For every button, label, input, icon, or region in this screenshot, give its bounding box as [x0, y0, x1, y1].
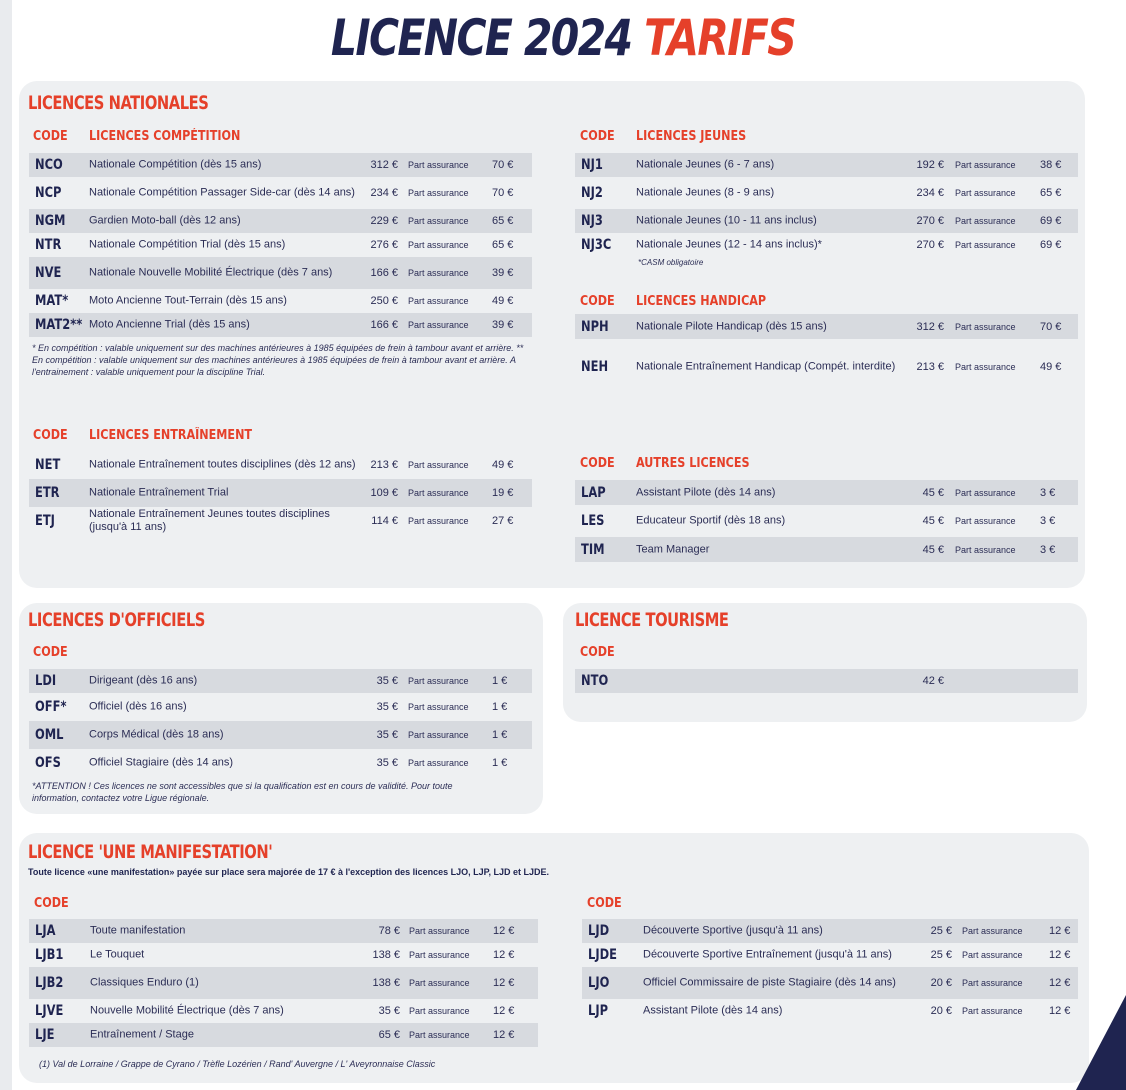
row-assurance-label: Part assurance	[408, 160, 469, 170]
row-assurance-value: 12 €	[1049, 949, 1071, 961]
table-row	[582, 943, 1078, 967]
row-price: 35 €	[376, 757, 398, 769]
table-row	[29, 1023, 538, 1047]
col-head-code: CODE	[33, 428, 68, 443]
row-price: 166 €	[370, 319, 398, 331]
row-assurance-value: 12 €	[493, 977, 515, 989]
row-code: OFS	[35, 755, 61, 771]
row-code: NTO	[581, 673, 609, 689]
table-row	[29, 479, 532, 507]
section-title-officiels: LICENCES D'OFFICIELS	[28, 609, 205, 631]
table-row	[29, 289, 532, 313]
row-label: Moto Ancienne Trial (dès 15 ans)	[89, 318, 250, 331]
row-assurance-label: Part assurance	[955, 516, 1016, 526]
row-assurance-value: 1 €	[492, 757, 508, 769]
row-price: 35 €	[376, 675, 398, 687]
row-price: 138 €	[372, 949, 400, 961]
row-label: Classiques Enduro (1)	[90, 976, 199, 989]
row-code: ETJ	[35, 513, 55, 529]
row-label: Moto Ancienne Tout-Terrain (dès 15 ans)	[89, 294, 287, 307]
table-competition	[29, 153, 532, 337]
row-label: Le Touquet	[90, 948, 145, 961]
row-assurance-label: Part assurance	[408, 730, 469, 740]
table-row	[575, 537, 1078, 562]
row-price: 114 €	[371, 515, 398, 527]
table-row	[29, 153, 532, 177]
col-head-code: CODE	[587, 896, 622, 911]
row-assurance-label: Part assurance	[408, 702, 469, 712]
row-assurance-label: Part assurance	[409, 978, 470, 988]
row-price: 312 €	[916, 320, 944, 333]
row-assurance-label: Part assurance	[408, 676, 469, 686]
col-head-code: CODE	[33, 129, 68, 144]
row-label: Nationale Jeunes (12 - 14 ans inclus)*	[636, 238, 822, 251]
row-label: Assistant Pilote (dès 14 ans)	[636, 486, 776, 498]
left-margin-strip	[0, 0, 12, 1090]
row-assurance-value: 69 €	[1040, 239, 1062, 251]
note-officiels: *ATTENTION ! Ces licences ne sont accessibles que si la qualification est en cours de validité. Pour toute information, contactez votre Ligue régionale.	[32, 781, 453, 803]
row-label: Entraînement / Stage	[90, 1028, 194, 1041]
row-label: Découverte Sportive (jusqu'à 11 ans)	[643, 924, 823, 937]
table-row	[29, 451, 532, 479]
section-title-nationales: LICENCES NATIONALES	[28, 92, 209, 114]
title-part-2: TARIFS	[644, 9, 796, 67]
col-head-jeunes: LICENCES JEUNES	[636, 129, 747, 144]
row-assurance-label: Part assurance	[408, 240, 469, 250]
row-assurance-label: Part assurance	[962, 1006, 1023, 1016]
row-label: Gardien Moto-ball (dès 12 ans)	[89, 214, 241, 227]
row-label: Nationale Entraînement Jeunes toutes disciplines (jusqu'à 11 ans)	[89, 508, 330, 533]
row-assurance-value: 12 €	[493, 1005, 515, 1017]
table-row	[29, 257, 532, 289]
row-label: Nationale Compétition Trial (dès 15 ans)	[89, 238, 286, 251]
row-code: LES	[581, 513, 605, 529]
row-price: 35 €	[378, 1005, 400, 1017]
row-price: 312 €	[370, 159, 398, 171]
row-assurance-label: Part assurance	[955, 544, 1016, 555]
table-row	[582, 919, 1078, 943]
row-assurance-value: 65 €	[1040, 187, 1062, 199]
table-row	[29, 177, 532, 209]
col-head-entrainement: LICENCES ENTRAÎNEMENT	[89, 428, 253, 443]
table-row	[582, 967, 1078, 999]
table-handicap	[575, 314, 1078, 394]
row-label: Nationale Entraînement toutes disciplines (dès 12 ans)	[89, 458, 356, 471]
row-price: 276 €	[370, 239, 398, 251]
row-assurance-label: Part assurance	[409, 1006, 470, 1016]
row-price: 234 €	[916, 187, 944, 199]
row-assurance-value: 69 €	[1040, 215, 1062, 227]
table-officiels	[29, 669, 532, 777]
table-jeunes	[575, 153, 1078, 267]
row-price: 20 €	[930, 1005, 952, 1017]
row-label: Nationale Entraînement Handicap (Compét. interdite)	[636, 360, 896, 372]
row-code: LJP	[588, 1003, 609, 1019]
row-code: NTR	[35, 237, 62, 253]
row-assurance-label: Part assurance	[408, 268, 469, 278]
row-label: Nationale Compétition Passager Side-car (dès 14 ans)	[89, 186, 355, 199]
row-code: LDI	[35, 673, 57, 689]
col-head-code: CODE	[34, 896, 69, 911]
table-row	[29, 233, 532, 257]
row-assurance-label: Part assurance	[955, 188, 1016, 198]
note-manifestation: (1) Val de Lorraine / Grappe de Cyrano / Trèfle Lozérien / Rand' Auvergne / L' Aveyronnaise Classic	[39, 1059, 436, 1069]
corner-decoration	[1076, 995, 1126, 1090]
row-assurance-value: 65 €	[492, 239, 514, 251]
row-assurance-label: Part assurance	[409, 926, 470, 936]
row-code: NET	[35, 457, 61, 473]
table-row	[575, 669, 1078, 693]
row-assurance-value: 49 €	[492, 459, 514, 471]
row-assurance-label: Part assurance	[955, 361, 1016, 372]
row-price: 35 €	[376, 701, 398, 713]
row-label: Nationale Compétition (dès 15 ans)	[89, 158, 262, 171]
row-label: Team Manager	[636, 543, 710, 555]
row-price: 20 €	[930, 977, 952, 989]
row-code: OML	[35, 727, 64, 743]
row-assurance-label: Part assurance	[408, 188, 469, 198]
row-price: 138 €	[372, 977, 400, 989]
table-row	[575, 233, 1078, 267]
table-row	[575, 480, 1078, 505]
row-assurance-label: Part assurance	[962, 950, 1023, 960]
table-row	[575, 505, 1078, 537]
row-code: NEH	[581, 358, 609, 375]
row-assurance-value: 12 €	[1049, 1005, 1071, 1017]
row-code: NPH	[581, 318, 609, 335]
row-note: *CASM obligatoire	[638, 258, 704, 267]
row-price: 78 €	[378, 925, 400, 937]
table-row	[575, 209, 1078, 233]
row-price: 166 €	[370, 267, 398, 279]
row-assurance-label: Part assurance	[408, 758, 469, 768]
section-title-manifestation: LICENCE 'UNE MANIFESTATION'	[28, 841, 273, 863]
col-head-code: CODE	[580, 456, 615, 471]
row-code: OFF*	[35, 699, 67, 715]
row-label: Nationale Pilote Handicap (dès 15 ans)	[636, 320, 827, 332]
row-label: Nouvelle Mobilité Électrique (dès 7 ans)	[90, 1004, 284, 1017]
page-title	[101, 6, 1024, 70]
row-assurance-value: 12 €	[1049, 977, 1071, 989]
row-label: Nationale Entraînement Trial	[89, 486, 229, 499]
row-code: LJE	[35, 1027, 55, 1043]
col-head-code: CODE	[33, 645, 68, 660]
row-label: Assistant Pilote (dès 14 ans)	[643, 1004, 783, 1017]
row-code: NJ3C	[581, 237, 612, 253]
row-code: ETR	[35, 485, 60, 501]
row-assurance-label: Part assurance	[955, 487, 1016, 498]
row-code: TIM	[581, 541, 605, 558]
table-row	[29, 507, 532, 535]
row-assurance-value: 3 €	[1040, 486, 1056, 499]
row-assurance-label: Part assurance	[955, 160, 1016, 170]
table-row	[29, 943, 538, 967]
table-row	[29, 209, 532, 233]
row-assurance-value: 39 €	[492, 319, 514, 331]
col-head-handicap: LICENCES HANDICAP	[636, 294, 767, 309]
row-assurance-value: 12 €	[493, 925, 515, 937]
row-price: 42 €	[922, 675, 944, 687]
row-code: NJ3	[581, 213, 603, 229]
row-code: LJDE	[588, 947, 617, 963]
row-price: 229 €	[370, 215, 398, 227]
section-title-tourisme: LICENCE TOURISME	[575, 609, 729, 631]
row-price: 25 €	[930, 949, 952, 961]
row-price: 109 €	[370, 487, 398, 499]
row-code: NCO	[35, 157, 63, 173]
row-assurance-value: 19 €	[492, 487, 514, 499]
row-assurance-value: 39 €	[492, 267, 514, 279]
row-label: Nationale Jeunes (8 - 9 ans)	[636, 186, 775, 199]
table-row	[575, 177, 1078, 209]
row-label: Découverte Sportive Entraînement (jusqu'à 11 ans)	[643, 948, 892, 961]
row-price: 192 €	[916, 159, 944, 171]
col-head-autres: AUTRES LICENCES	[636, 456, 750, 471]
row-assurance-value: 12 €	[493, 1029, 515, 1041]
table-manifestation-right	[582, 919, 1078, 1023]
table-autres	[575, 480, 1078, 562]
row-code: NCP	[35, 185, 62, 201]
row-assurance-value: 3 €	[1040, 543, 1056, 556]
table-row	[575, 153, 1078, 177]
col-head-competition: LICENCES COMPÉTITION	[89, 129, 241, 144]
row-code: LJB1	[35, 947, 64, 963]
row-code: LJB2	[35, 975, 64, 991]
row-label: Officiel Commissaire de piste Stagiaire (dès 14 ans)	[643, 976, 896, 989]
table-manifestation-left	[29, 919, 538, 1047]
table-row	[29, 669, 532, 693]
row-label: Nationale Jeunes (10 - 11 ans inclus)	[636, 214, 817, 227]
row-price: 234 €	[370, 187, 398, 199]
row-assurance-label: Part assurance	[408, 296, 469, 306]
row-price: 250 €	[370, 295, 398, 307]
row-assurance-value: 12 €	[493, 949, 515, 961]
row-label: Toute manifestation	[90, 924, 186, 937]
row-code: LJO	[588, 975, 610, 991]
row-price: 213 €	[370, 459, 398, 471]
table-row	[29, 313, 532, 337]
title-part-1: LICENCE 2024	[330, 9, 632, 67]
row-code: LJA	[35, 923, 56, 939]
row-code: MAT2**	[35, 317, 83, 333]
row-price: 65 €	[378, 1029, 400, 1041]
row-assurance-label: Part assurance	[409, 1030, 470, 1040]
table-tourisme	[575, 669, 1078, 693]
table-row	[575, 314, 1078, 339]
row-assurance-value: 3 €	[1040, 515, 1056, 527]
row-price: 213 €	[916, 360, 944, 373]
row-price: 270 €	[916, 215, 944, 227]
table-row	[29, 721, 532, 749]
row-code: NJ1	[581, 157, 603, 173]
table-row	[29, 967, 538, 999]
row-label: Corps Médical (dès 18 ans)	[89, 728, 224, 741]
col-head-code: CODE	[580, 294, 615, 309]
row-assurance-value: 27 €	[492, 515, 514, 527]
row-assurance-value: 65 €	[492, 215, 514, 227]
table-row	[582, 999, 1078, 1023]
row-assurance-label: Part assurance	[955, 240, 1016, 250]
row-price: 45 €	[922, 543, 944, 556]
row-label: Educateur Sportif (dès 18 ans)	[636, 514, 786, 527]
row-code: LJVE	[35, 1003, 64, 1019]
row-code: NVE	[35, 265, 62, 281]
row-assurance-value: 12 €	[1049, 925, 1071, 937]
row-label: Dirigeant (dès 16 ans)	[89, 674, 198, 687]
row-label: Officiel (dès 16 ans)	[89, 700, 187, 713]
row-assurance-label: Part assurance	[408, 488, 469, 498]
table-row	[29, 919, 538, 943]
table-row	[575, 339, 1078, 394]
row-code: LAP	[581, 484, 606, 501]
row-assurance-label: Part assurance	[408, 516, 469, 526]
row-price: 35 €	[376, 729, 398, 741]
row-code: MAT*	[35, 293, 69, 309]
row-assurance-value: 70 €	[492, 159, 514, 171]
row-code: LJD	[588, 923, 610, 939]
row-assurance-label: Part assurance	[955, 216, 1016, 226]
row-label: Officiel Stagiaire (dès 14 ans)	[89, 756, 234, 769]
row-assurance-value: 70 €	[492, 187, 514, 199]
row-assurance-label: Part assurance	[955, 321, 1016, 332]
row-price: 270 €	[916, 239, 944, 251]
row-assurance-label: Part assurance	[962, 978, 1023, 988]
row-assurance-value: 49 €	[1040, 360, 1062, 373]
row-assurance-value: 1 €	[492, 701, 508, 713]
row-price: 45 €	[922, 515, 944, 527]
row-code: NGM	[35, 213, 66, 229]
row-assurance-label: Part assurance	[962, 926, 1023, 936]
row-assurance-value: 1 €	[492, 729, 508, 741]
manifestation-subtitle: Toute licence «une manifestation» payée sur place sera majorée de 17 € à l'exception des licences LJO, LJP, LJD et LJDE.	[28, 867, 550, 877]
row-assurance-label: Part assurance	[409, 950, 470, 960]
row-assurance-label: Part assurance	[408, 460, 469, 470]
row-assurance-value: 1 €	[492, 675, 508, 687]
row-assurance-label: Part assurance	[408, 320, 469, 330]
col-head-code: CODE	[580, 129, 615, 144]
row-assurance-value: 49 €	[492, 295, 514, 307]
row-label: Nationale Nouvelle Mobilité Électrique (dès 7 ans)	[89, 266, 333, 279]
row-assurance-value: 38 €	[1040, 159, 1062, 171]
row-price: 25 €	[930, 925, 952, 937]
table-row	[29, 999, 538, 1023]
row-price: 45 €	[922, 486, 944, 499]
row-assurance-value: 70 €	[1040, 320, 1062, 333]
row-code: NJ2	[581, 185, 603, 201]
row-assurance-label: Part assurance	[408, 216, 469, 226]
table-row	[29, 749, 532, 777]
col-head-code: CODE	[580, 645, 615, 660]
row-label: Nationale Jeunes (6 - 7 ans)	[636, 158, 775, 171]
table-row	[29, 693, 532, 721]
table-entrainement	[29, 451, 532, 535]
note-competition: * En compétition : valable uniquement sur des machines antérieures à 1985 équipées de frein à tambour avant et arrière. ** En compétition : valable uniquement sur des machines antérieures à 1985 équipées de frein à tambour avant et arrière. A l'entrainement : valable uniquement pour la discipline Trial.	[32, 343, 524, 377]
